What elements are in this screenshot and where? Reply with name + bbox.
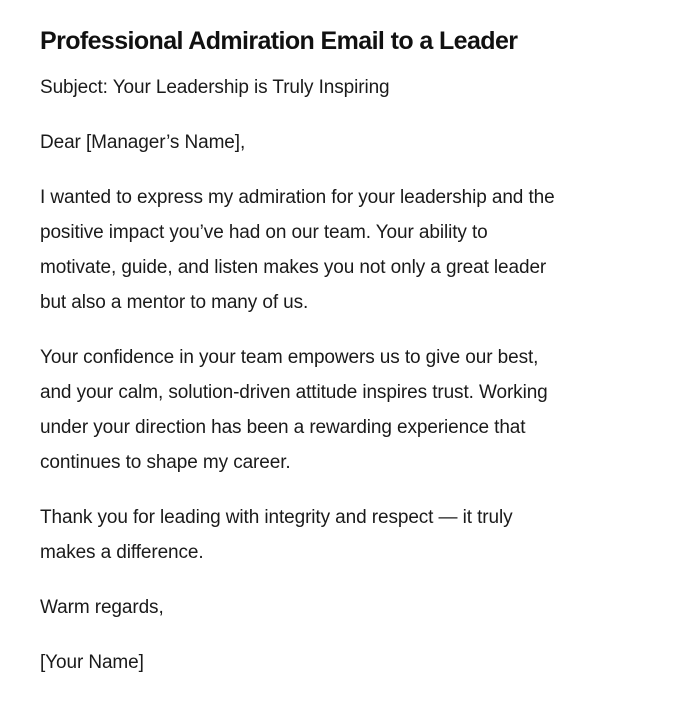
text-line: Thank you for leading with integrity and respect — it truly bbox=[40, 507, 513, 528]
email-document bbox=[40, 24, 660, 700]
greeting: Dear [Manager’s Name], bbox=[40, 132, 246, 153]
text-line: makes a difference. bbox=[40, 542, 204, 563]
document-title: Professional Admiration Email to a Leader bbox=[40, 27, 518, 55]
text-line: under your direction has been a rewarding experience that bbox=[40, 417, 526, 438]
text-line: I wanted to express my admiration for your leadership and the bbox=[40, 187, 555, 208]
text-line: continues to shape my career. bbox=[40, 452, 291, 473]
text-line: positive impact you’ve had on our team. Your ability to bbox=[40, 222, 488, 243]
text-line: and your calm, solution-driven attitude inspires trust. Working bbox=[40, 382, 548, 403]
text-line: motivate, guide, and listen makes you not only a great leader bbox=[40, 257, 547, 278]
closing: Warm regards, bbox=[40, 597, 164, 618]
body-paragraph-1 bbox=[40, 180, 660, 320]
body-paragraph-2 bbox=[40, 340, 660, 480]
text-line: but also a mentor to many of us. bbox=[40, 292, 309, 313]
text-line: Your confidence in your team empowers us to give our best, bbox=[40, 347, 539, 368]
body-paragraph-3 bbox=[40, 500, 660, 570]
signature: [Your Name] bbox=[40, 652, 144, 673]
subject-line: Subject: Your Leadership is Truly Inspiring bbox=[40, 77, 390, 98]
